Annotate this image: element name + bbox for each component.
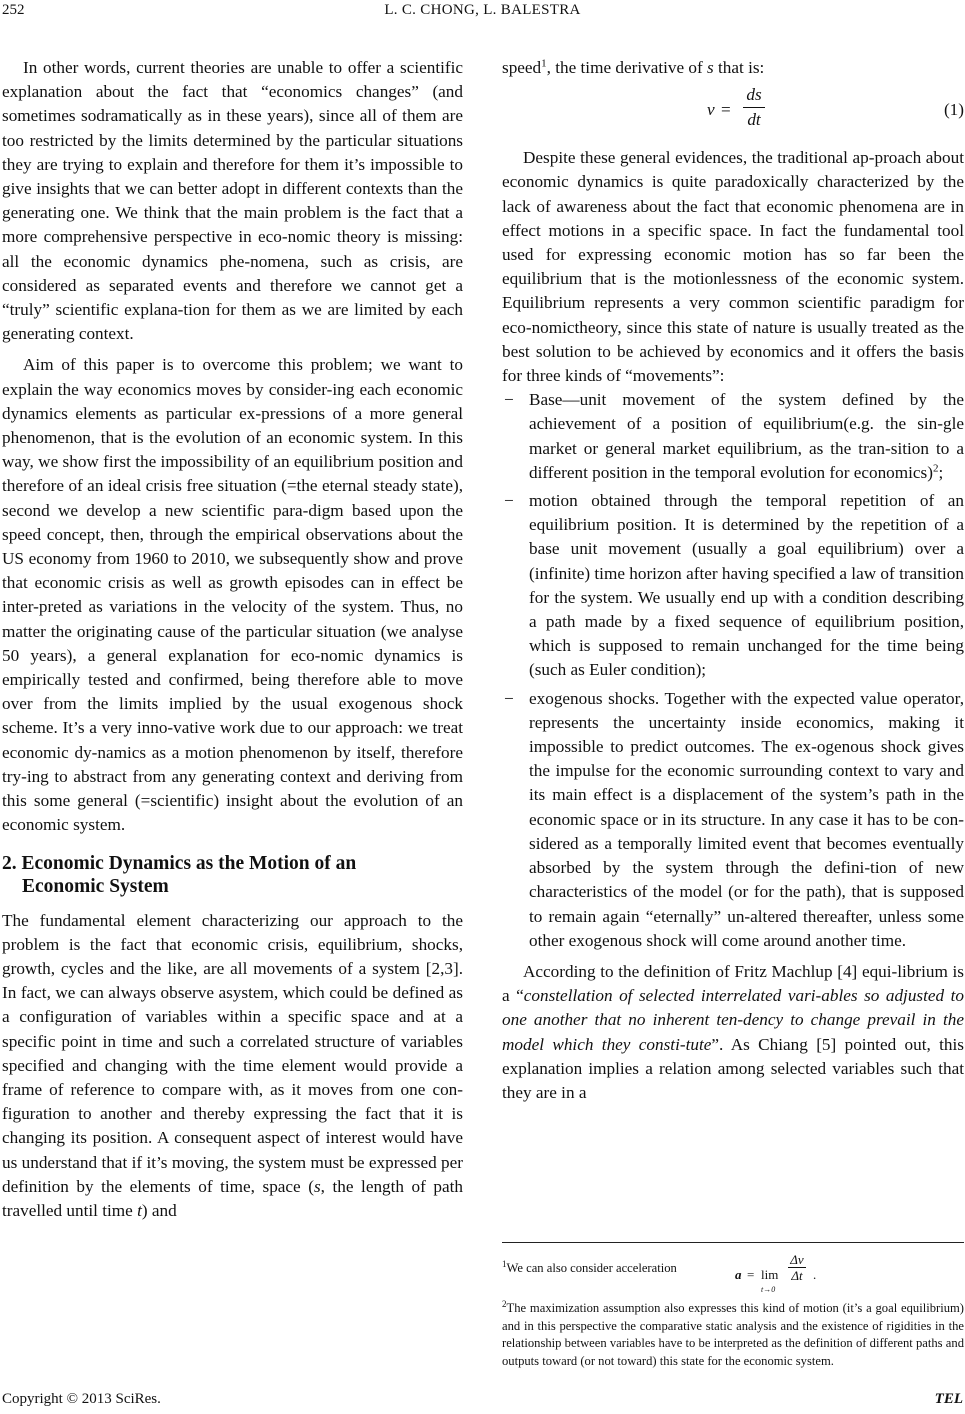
list-item [502,489,964,683]
speed-intro [502,56,964,80]
fraction-bar [743,107,765,108]
variable-s: s [313,1176,321,1196]
copyright-notice: Copyright © 2013 SciRes. [2,1391,161,1407]
dash-bullet: − [504,390,514,410]
footnote-2-mark: 2 [502,1299,507,1309]
journal-abbreviation: TEL [934,1391,963,1407]
running-header-authors: L. C. CHONG, L. BALESTRA [384,2,581,18]
paragraph-5 [502,960,964,1105]
formula-a: a [735,1267,742,1282]
paragraph-1: In other words, current theories are unable to offer a scientific explanation about the fact that “economics changes” (and sometimes sodramatically as in these years), since all of them are too restricted by the limits determined by the particular situations they are trying to explain and therefore for them it’s impossible to give insights that we can better adopt in different contexts than the generating one. We think that the main problem is the fact that a more comprehensive perspective in eco-nomic theory is missing: all the economic dynamics phe-nomena, such as crisis, are considered as separated events and therefore we cannot get a “truly” scientific explana-tion for them as we are limited by each generating context. [2,58,463,344]
equation-denominator: dt [747,110,761,130]
variable-t: t [137,1200,142,1220]
list-item [502,687,964,953]
section-heading [2,852,463,898]
formula-denominator: Δt [791,1268,803,1283]
list-item-tail: ; [938,462,944,482]
paragraph-3-end: ) and [141,1200,177,1220]
footnotes [502,1252,964,1371]
footnote-ref-1: 1 [541,57,547,70]
section-heading-line2: Economic System [22,875,169,897]
formula-equals: = [747,1267,755,1282]
equation-fraction [743,84,765,131]
paragraph-5-start: According to the definition of Fritz Machlup [4] equi-librium is a “ [502,961,964,1006]
paragraph-2: Aim of this paper is to overcome this problem; we want to explain the way economics moves by consider-ing each economic dynamics elements as particular ex-pressions of a more general phenomenon, that is the evolution of an economic system. In this way, we show first the impossibility of an equilibrium position and therefore of an ideal crisis free situation (=the eternal steady state), second we develop a new scientific para-digm based upon the speed concept, then, through the empirical observations about the US economy from 1960 to 2010, we subsequently show and prove that economic crisis as well as growth episodes can in effect be inter-preted as variations in the velocity of the system. Thus, no matter the originating cause of the particular situation (we analyse 50 years), a general explanation for eco-nomic dynamics is empirically tested and confirmed, being therefore able to move over from the limits implied by the usual exogenous shock scheme. It’s a very inno-vative work due to our approach: we treat economic dy-namics as a motion phenomenon by itself, therefore try-ing to abstract from any generating context and deriving from this some general (=scientific) insight about the evolution of an economic system. [2,355,463,835]
section-heading-line1: 2. Economic Dynamics as the Motion of an [2,852,357,874]
speed-variable-s: s [707,58,714,77]
formula-lim: lim [761,1267,779,1282]
equation-number: (1) [943,100,964,120]
speed-intro-rest: , the time derivative of [546,58,708,77]
movement-list [502,388,964,953]
list-item [502,388,964,485]
formula-fraction [788,1252,806,1283]
footnote-1-text: We can also consider acceleration [506,1261,677,1276]
equation-equals: = [721,100,731,120]
list-item-text: motion obtained through the temporal repetition of an equilibrium position. It is determined by the repetition of a base unit movement (usually a goal equilibrium) over a (infinite) time horizon after having specified a law of transition for the system. We usually end up with a condition describing a path made by a fixed sequence of equilibrium position, which is supposed to remain unchanged for the time being (such as Euler condition); [529,491,964,680]
dash-bullet: − [504,688,514,708]
footnote-1 [502,1252,964,1294]
footnote-2 [502,1296,964,1371]
dash-bullet: − [504,491,514,511]
equation-1 [502,82,964,138]
list-item-text: Base—unit movement of the system defined by the achievement of a position of equilibrium(e.g. the sin-gle market or general market equilibrium, as the tran-sition to a different position in the temporal evolution for economics) [529,390,964,482]
paragraph-5-end: ”. As Chiang [5] pointed out, this explanation implies a relation among selected variables such that they are in a [502,1034,964,1102]
paragraph-3-text: The fundamental element characterizing our approach to the problem is the fact that economic crisis, equilibrium, shocks, growth, cycles and the like, are all movements of a system [2,3]. In fact, we can always observe asystem, which could be defined as a configuration of variables within a specific space and at a specific point in time and such a correlated structure of variables specified and changing with the time element would provide a frame of reference to compare with, as it moves from one con-figuration to another and thereby expressing the fact that it is changing its position. A consequent aspect of interest would have us understand that if it’s moving, the system must be expressed per definition by the elements of time, space ( [2,910,463,1196]
footnote-ref-2: 2 [932,462,939,475]
speed-intro-end: that is: [713,58,765,77]
machlup-quote: constellation of selected interrelated vari-ables so adjusted to one another that no inherent ten-dency to change prevail in the model which they consti-tute [502,986,964,1054]
paragraph-3-mid: , the length of path travelled until time [2,1176,464,1220]
equation-lhs: v [707,100,715,120]
right-column [502,56,964,1105]
footnote-divider [502,1242,964,1243]
formula-numerator: Δv [790,1252,804,1267]
list-item-text: exogenous shocks. Together with the expected value operator, represents the uncertainty inside economics, making it impossible to predict outcomes. The ex-ogenous shock gives the impulse for the economic surrounding context to vary and its main effect is a displacement of the system’s path in the economic space or in its structure. In any case it has to be con-sidered as a temporally limited event that becomes eventually absorbed by the system through the defini-tion of new characteristics of the model (or for the path), that is supposed to remain again “eternally” un-altered thereafter, unless some other exogenous shock will come around another time. [529,688,964,950]
footnote-1-text-wrap [502,1256,677,1278]
footnote-2-text: The maximization assumption also expresses this kind of motion (it’s a goal equilibrium) and in this perspective the comparative static analysis and the existence of rigidities in the relationship between variables have to be interpreted as the definition of different paths and outputs toward (or not toward) this state for the economic system. [502,1301,964,1368]
formula-period: . [813,1267,817,1282]
page-number: 252 [2,2,25,18]
paragraph-3 [2,909,463,1224]
paragraph-4: Despite these general evidences, the traditional ap-proach about economic dynamics is quite paradoxically characterized by the lack of awareness about the fact that economic phenomena are in effect motions in a specific space. In fact the fundamental tool used for expressing economic motion has so far been the equilibrium that is the motionlessness of the economic system. Equilibrium represents a very common scientific paradigm for eco-nomictheory, since this state of nature is usually treated as the best solution to be achieved by economics and it offers the basis for three kinds of “movements”: [502,148,964,386]
footnote-1-mark: 1 [502,1259,507,1269]
formula-lim-subscript: t→0 [761,1285,776,1294]
speed-word: speed [502,58,542,77]
equation-numerator: ds [746,85,762,105]
left-column [2,56,463,1223]
